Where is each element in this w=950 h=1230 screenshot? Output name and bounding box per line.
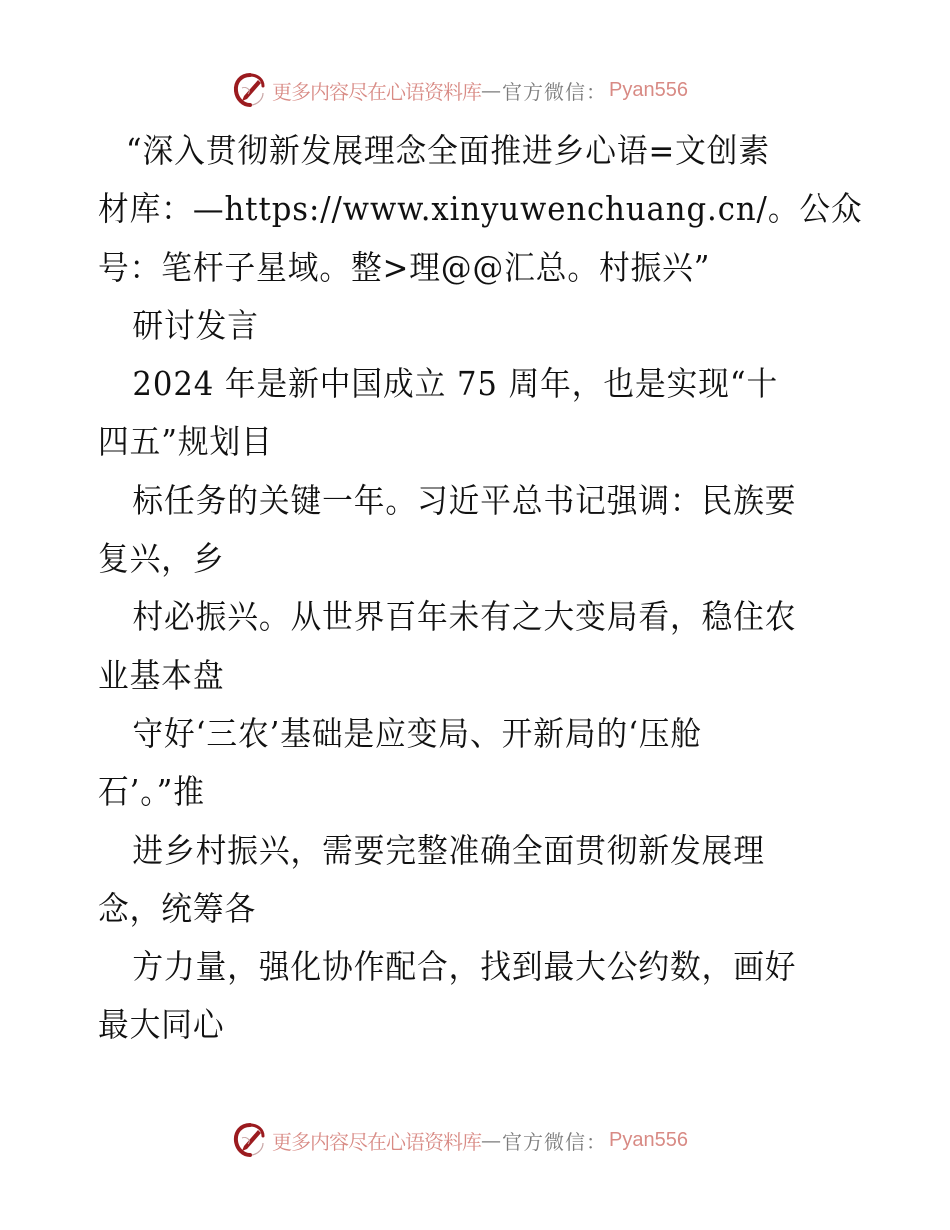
text-line: 方力量，强化协作配合，找到最大公约数，画好	[132, 947, 797, 987]
text-line: 进乡村振兴，需要完整准确全面贯彻新发展理	[132, 830, 765, 870]
text-line: 石’。”推	[98, 772, 205, 812]
header-watermark	[232, 70, 712, 110]
text-line: 号：笔杆子星域。整>理@@汇总。村振兴”	[98, 247, 711, 287]
pen-logo-icon	[232, 1122, 268, 1158]
wechat-label: 官方微信：	[502, 1129, 607, 1154]
text-line: “深入贯彻新发展理念全面推进乡心语=文创素	[125, 131, 770, 170]
footer-watermark	[232, 1120, 712, 1160]
watermark-dash: —	[481, 1128, 502, 1152]
document-body	[98, 122, 863, 1055]
wechat-id: Pyan556	[609, 1128, 688, 1151]
text-line: 村必振兴。从世界百年未有之大变局看，稳住农	[132, 597, 797, 637]
text-line: 复兴，乡	[98, 539, 225, 579]
text-line: 材库：—https://www.xinyuwenchuang.cn/。公众	[98, 189, 863, 229]
wechat-label: 官方微信：	[502, 79, 607, 104]
wechat-id: Pyan556	[609, 78, 688, 101]
text-line: 最大同心	[98, 1005, 225, 1045]
watermark-dash: —	[481, 78, 502, 102]
text-line: 四五”规划目	[98, 422, 273, 462]
text-line: 2024 年是新中国成立 75 周年，也是实现“十	[132, 364, 779, 404]
text-line: 标任务的关键一年。习近平总书记强调：民族要	[132, 480, 797, 520]
site-slogan: 更多内容尽在心语资料库	[272, 1129, 481, 1154]
text-line: 守好‘三农’基础是应变局、开新局的‘压舱	[132, 713, 703, 753]
pen-logo-icon	[232, 72, 268, 108]
text-line: 研讨发言	[132, 305, 259, 345]
text-line: 念，统筹各	[98, 888, 257, 928]
text-line: 业基本盘	[98, 655, 225, 695]
site-slogan: 更多内容尽在心语资料库	[272, 79, 481, 104]
